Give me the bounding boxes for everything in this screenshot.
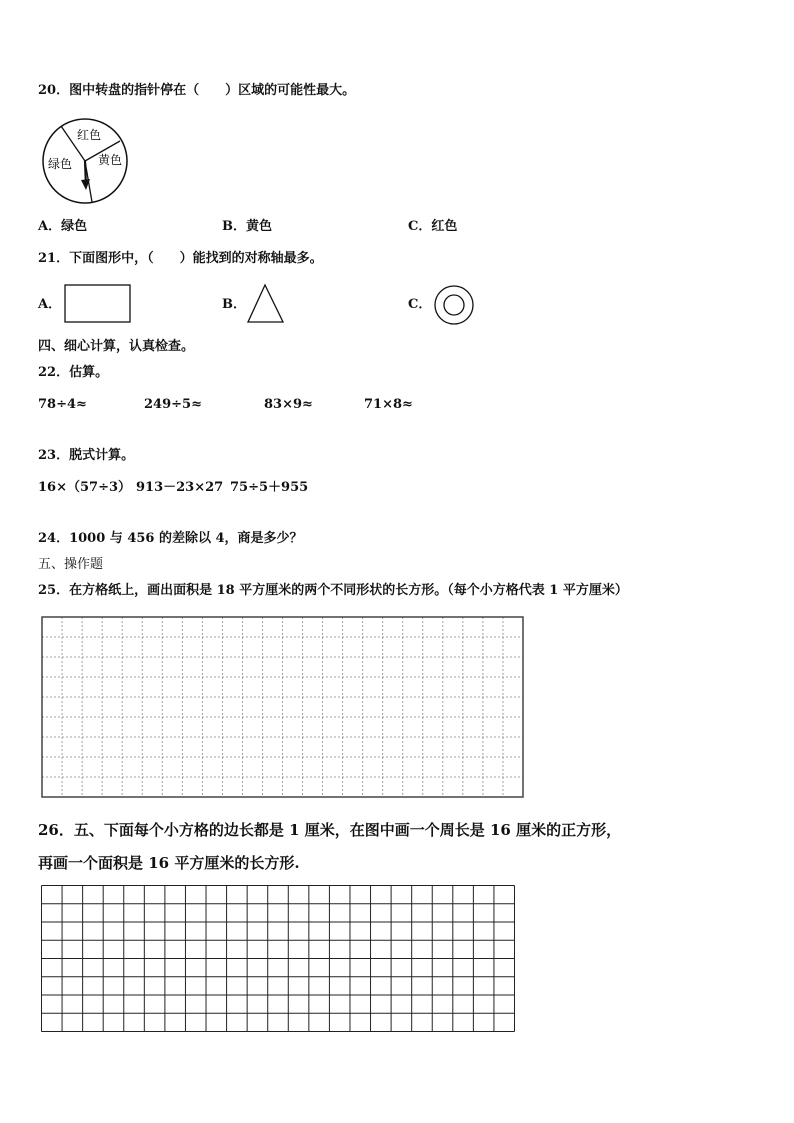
dotted-grid-paper[interactable] [40,615,526,800]
q23-item-1: 16×（57÷3） [38,480,132,495]
q22-text: 22．估算。 [38,365,109,380]
q21-text: 21．下面图形中，（ ）能找到的对称轴最多。 [38,251,323,266]
q21-label-b[interactable]: B． [222,297,246,312]
triangle-shape [246,283,286,325]
q20-text: 20．图中转盘的指针停在（ ）区域的可能性最大。 [38,83,356,98]
q25-text: 25．在方格纸上，画出面积是 18 平方厘米的两个不同形状的长方形。（每个小方格代表 1 平方厘米） [38,583,628,598]
section-5-heading: 五、操作题 [38,557,104,572]
q21-label-c[interactable]: C． [408,297,432,312]
q22-item-3: 83×9≈ [264,397,313,412]
section-4-heading: 四、细心计算，认真检查。 [38,339,195,354]
spinner-label-green: 绿色 [48,157,73,171]
spinner-diagram [40,116,132,206]
q20-option-b[interactable]: B．黄色 [222,219,272,234]
q23-text: 23．脱式计算。 [38,448,135,463]
rectangle-shape [64,284,132,324]
q23-item-3: 75÷5＋955 [230,480,309,495]
square-grid-paper[interactable] [40,884,517,1034]
spinner-label-red: 红色 [77,128,102,142]
q26-line-2: 再画一个面积是 16 平方厘米的长方形. [38,854,300,872]
q26-line-1: 26．五、下面每个小方格的边长都是 1 厘米，在图中画一个周长是 16 厘米的正方形， [38,821,622,839]
ring-shape [433,284,475,326]
q22-item-4: 71×8≈ [364,397,413,412]
q22-item-1: 78÷4≈ [38,397,87,412]
q20-option-c[interactable]: C．红色 [408,219,458,234]
q22-item-2: 249÷5≈ [144,397,202,412]
q21-label-a[interactable]: A． [38,297,62,312]
spinner-label-yellow: 黄色 [98,153,123,167]
q24-text: 24．1000 与 456 的差除以 4，商是多少？ [38,531,303,546]
q20-option-a[interactable]: A．绿色 [38,219,88,234]
q23-item-2: 913－23×27 [136,480,224,495]
